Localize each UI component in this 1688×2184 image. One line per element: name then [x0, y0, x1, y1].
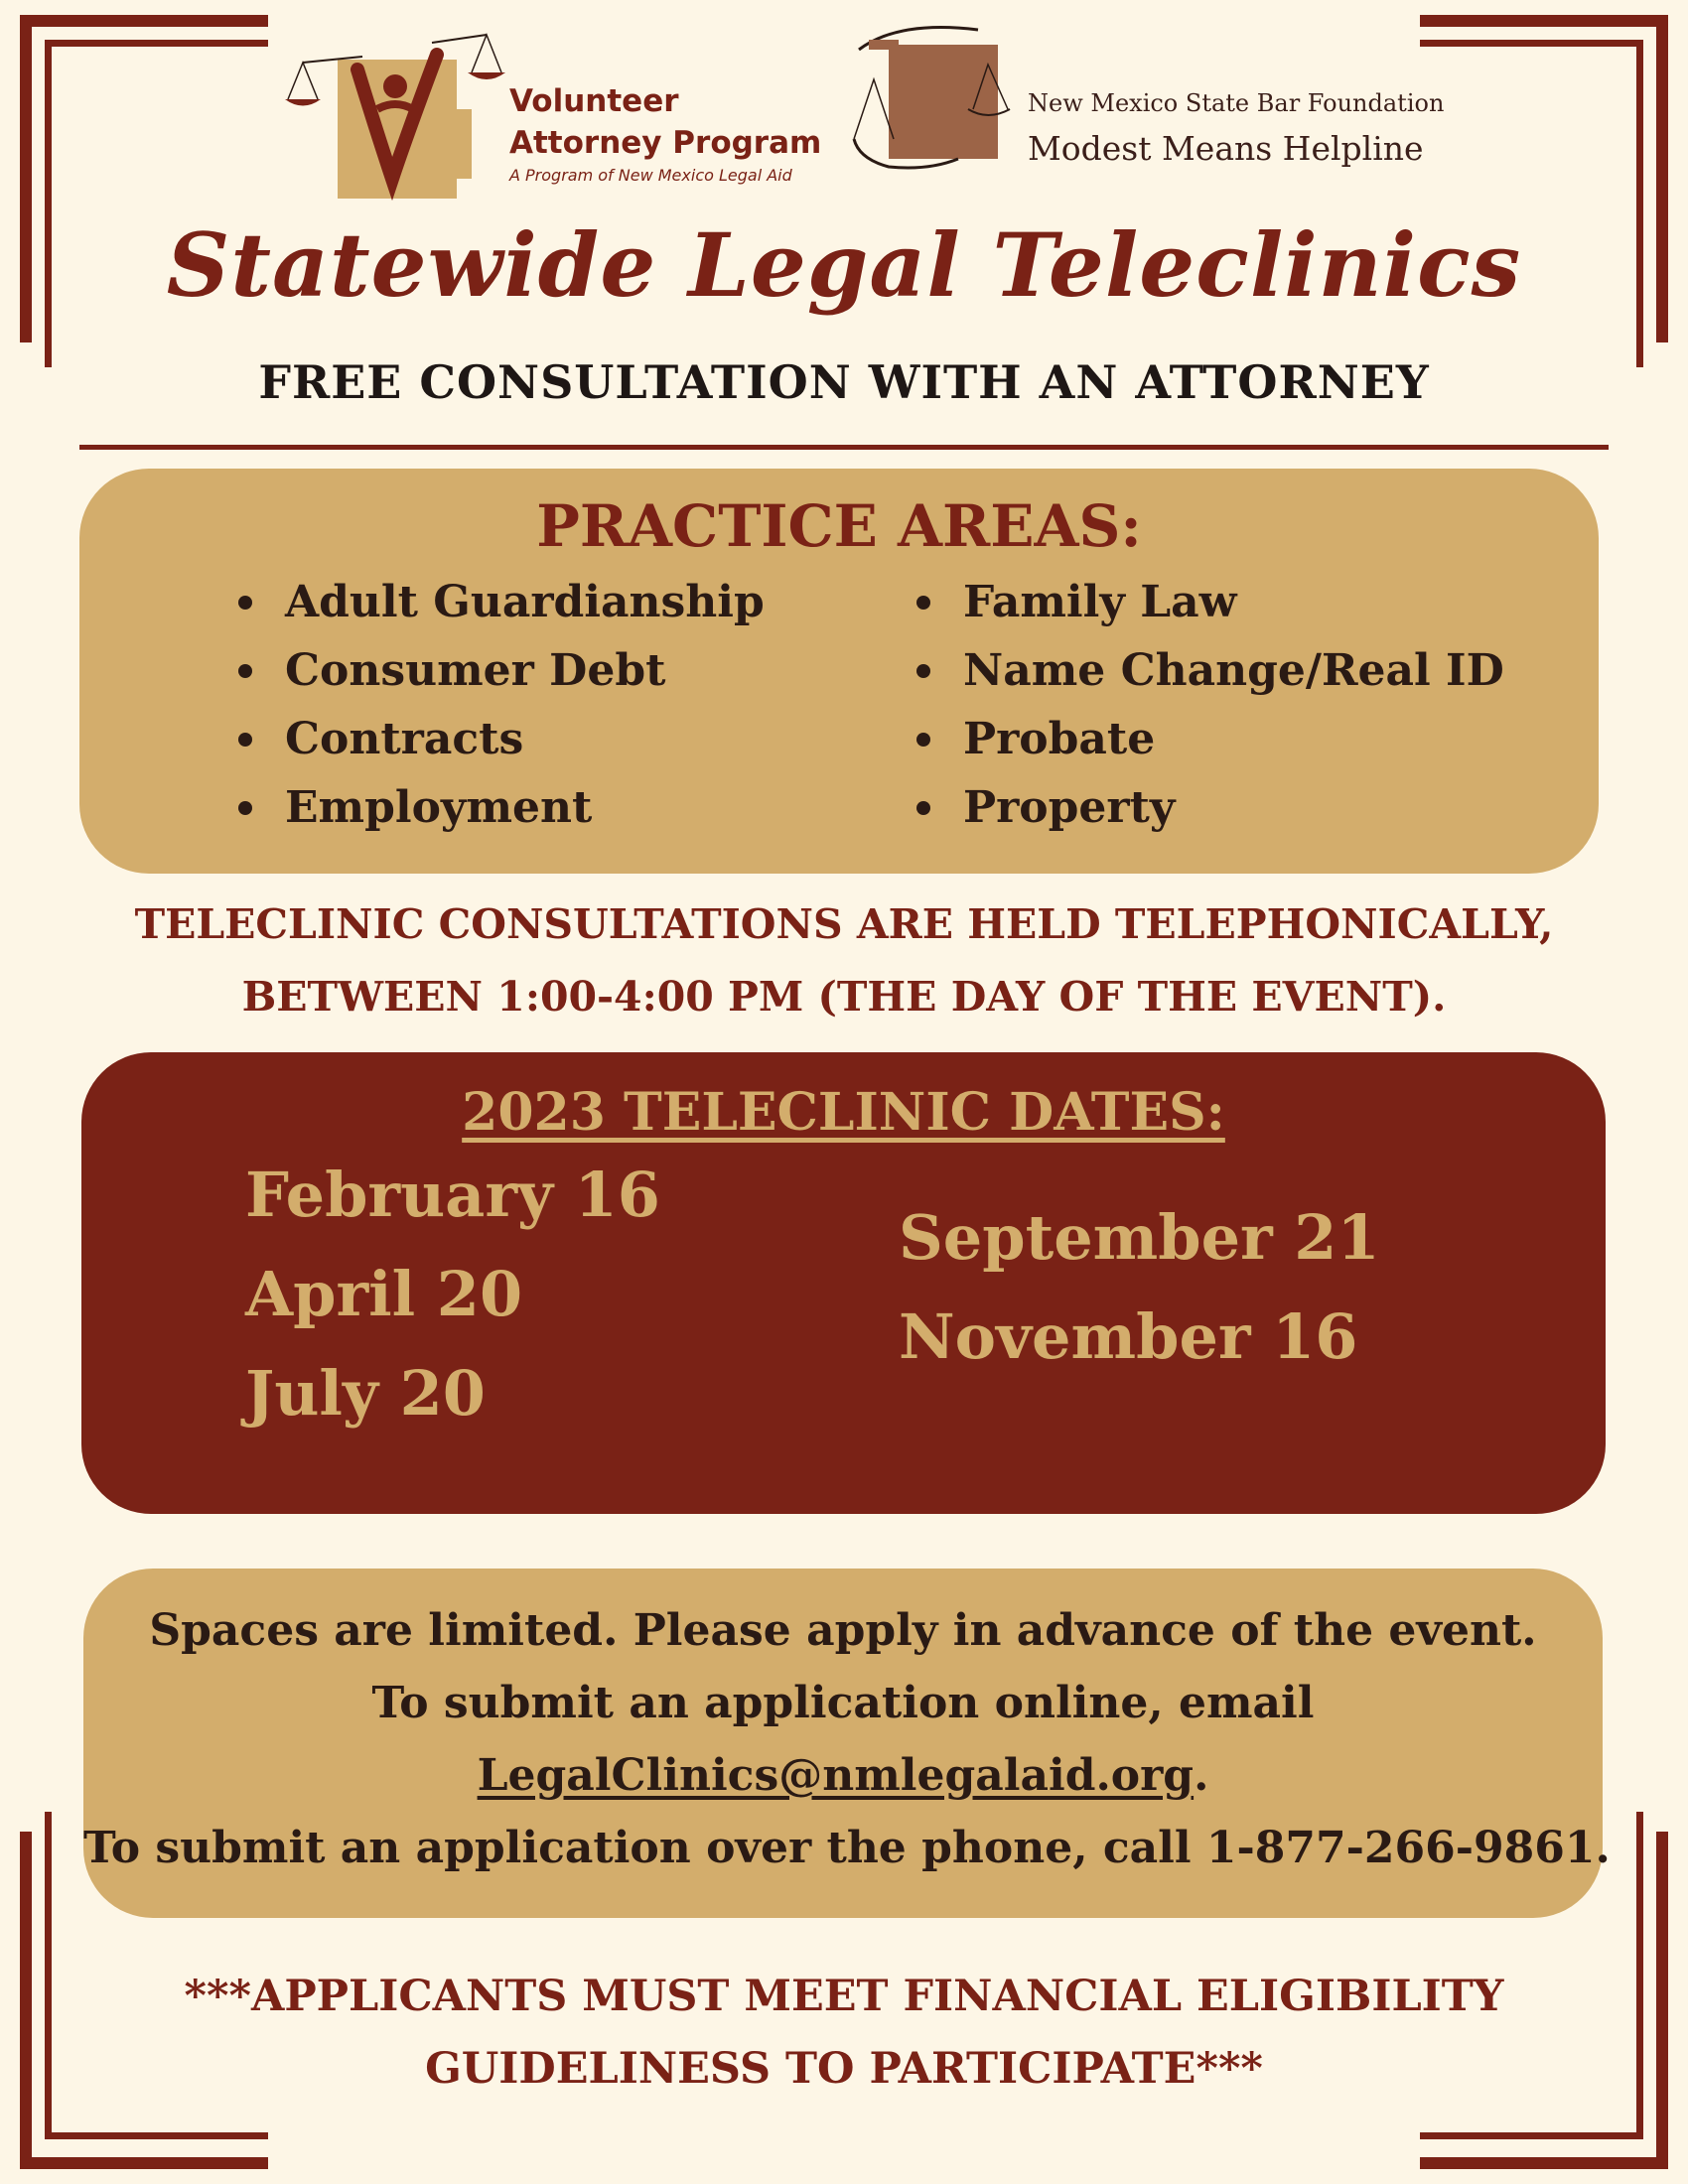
- scales-emblem-icon: [839, 20, 1028, 218]
- teleclinic-notice: [0, 888, 1688, 1033]
- frame-top-right-v2: [1636, 40, 1643, 367]
- vap-line1: Volunteer: [509, 83, 679, 119]
- frame-bottom-right-h2: [1420, 2132, 1643, 2139]
- list-item: Consumer Debt: [233, 636, 765, 705]
- eligibility-line1: ***APPLICANTS MUST MEET FINANCIAL ELIGIBILITY: [184, 1972, 1504, 2021]
- page-subtitle: FREE CONSULTATION WITH AN ATTORNEY: [258, 355, 1430, 409]
- vap-name: [509, 80, 821, 164]
- dates-panel: [81, 1052, 1606, 1514]
- list-item: Family Law: [912, 568, 1504, 636]
- date-item: April 20: [245, 1258, 523, 1330]
- vap-tagline: A Program of New Mexico Legal Aid: [509, 166, 792, 185]
- apply-panel: [83, 1569, 1611, 1918]
- date-item: September 21: [899, 1201, 1380, 1274]
- date-item: July 20: [245, 1357, 486, 1430]
- eligibility-line2: GUIDELINESS TO PARTICIPATE***: [425, 2044, 1263, 2094]
- nmsbf-line2: Modest Means Helpline: [1028, 129, 1424, 168]
- email-suffix: .: [1194, 1750, 1209, 1801]
- email-link[interactable]: LegalClinics@nmlegalaid.org: [477, 1750, 1195, 1801]
- dates-heading: 2023 TELECLINIC DATES:: [462, 1082, 1225, 1143]
- vap-emblem-icon: [283, 15, 511, 204]
- apply-line2: To submit an application online, email: [371, 1678, 1315, 1728]
- apply-line4: To submit an application over the phone, call 1-877-266-9861.: [83, 1823, 1611, 1873]
- list-item: Adult Guardianship: [233, 568, 765, 636]
- list-item: Contracts: [233, 705, 765, 773]
- frame-top-left-v2: [45, 40, 52, 367]
- list-item: Probate: [912, 705, 1504, 773]
- frame-top-left-h2: [45, 40, 268, 47]
- nmsbf-line1: New Mexico State Bar Foundation: [1028, 89, 1445, 117]
- list-item: Name Change/Real ID: [912, 636, 1504, 705]
- divider: [79, 445, 1609, 450]
- eligibility-notice: [0, 1961, 1688, 2106]
- apply-line1: Spaces are limited. Please apply in advance of the event.: [149, 1605, 1537, 1656]
- practice-areas-panel: [79, 469, 1599, 874]
- frame-bottom-left-h: [20, 2157, 268, 2169]
- frame-bottom-left-h2: [45, 2132, 268, 2139]
- practice-list-left: [233, 568, 765, 842]
- date-item: February 16: [245, 1159, 660, 1231]
- frame-top-left-h: [20, 15, 268, 27]
- notice-line2: BETWEEN 1:00-4:00 PM (THE DAY OF THE EVENT).: [241, 973, 1447, 1021]
- vap-logo: [283, 15, 839, 204]
- vap-line2: Attorney Program: [509, 125, 822, 161]
- date-item: November 16: [899, 1300, 1358, 1373]
- list-item: Employment: [233, 773, 765, 842]
- notice-line1: TELECLINIC CONSULTATIONS ARE HELD TELEPHONICALLY,: [134, 900, 1554, 948]
- apply-email-line: [83, 1750, 1603, 1801]
- page-title: Statewide Legal Teleclinics: [166, 213, 1522, 317]
- nmsbf-logo: [839, 20, 1494, 218]
- practice-areas-heading: PRACTICE AREAS:: [536, 492, 1142, 560]
- frame-bottom-right-h: [1420, 2157, 1668, 2169]
- list-item: Property: [912, 773, 1504, 842]
- practice-list-right: [912, 568, 1504, 842]
